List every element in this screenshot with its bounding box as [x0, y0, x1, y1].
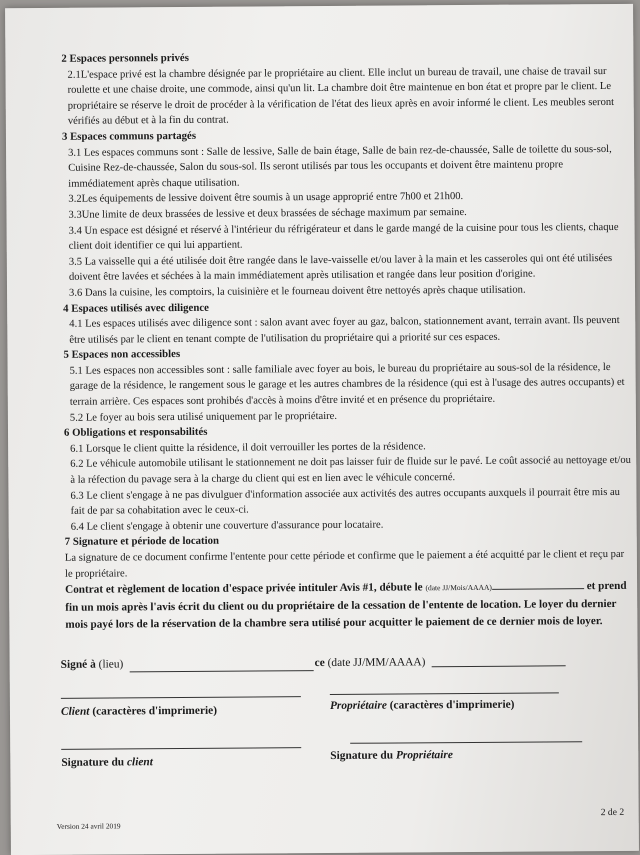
owner-signature-label — [330, 749, 453, 762]
owner-name-italic: Propriétaire — [329, 699, 387, 712]
owner-sig-prefix: Signature du — [330, 749, 394, 762]
paragraph-5-2: 5.2 Le foyer au bois sera utilisé uniquement par le propriétaire. — [69, 410, 338, 424]
page-number: 2 de 2 — [600, 806, 625, 819]
signed-at-label: Signé à — [60, 658, 96, 671]
client-signature-line[interactable] — [61, 747, 301, 750]
contract-part1: Contrat et règlement de location d'espace privée intituler Avis #1, débute le — [65, 581, 423, 596]
paragraph-3-2: 3.2Les équipements de lessive doivent être soumis à un usage approprié entre 7h00 et 21h00. — [68, 191, 464, 206]
section-heading-7: 7 Signature et période de location — [64, 535, 220, 549]
date-hint: (date JJ/MM/AAAA) — [327, 656, 426, 669]
owner-name-rest: (caractères d'imprimerie) — [389, 698, 515, 712]
place-blank[interactable] — [130, 670, 314, 672]
document-body — [61, 48, 633, 635]
contract-part2: et prend fin un mois après l'avis écrit du client ou du propriétaire de la cessation de l'entente de location. Le loyer du dernier mois payé lors de la réservation de la chambre sera utilisé pour acquitter le paiement de ce dernier mois de loyer. — [65, 580, 627, 631]
owner-sig-italic: Propriétaire — [395, 749, 453, 762]
client-name-italic: Client — [60, 705, 90, 718]
client-name-line[interactable] — [61, 696, 301, 699]
section-heading-4: 4 Espaces utilisés avec diligence — [63, 301, 209, 315]
client-name-rest: (caractères d'imprimerie) — [92, 704, 218, 718]
paragraph-3-5: 3.5 La vaisselle qui a été utilisée doit être rangée dans le lave-vaisselle et/ou laver à la main et les casseroles qui ont été utilisées doivent être lavées et séchées à la main immédiatement après utilisation et rangée dans leur position d'origine. — [68, 252, 613, 284]
section-heading-6: 6 Obligations et responsabilités — [63, 426, 208, 440]
contract-date-hint: (date JJ/Mois/AAAA) — [425, 583, 492, 593]
paragraph-3-1: 3.1 Les espaces communs sont : Salle de lessive, Salle de bain étage, Salle de bain rez-de-chaussée, Salle de toilette du sous-sol, Cuisine Rez-de-chaussée, Salon du sous-sol. Ils seront utilisés par tous les occupants et doivent être maintenu propre immédiatement après chaque utilisation. — [68, 143, 612, 190]
version-label: Version 24 avril 2019 — [56, 821, 121, 831]
start-date-blank[interactable] — [492, 588, 584, 590]
client-sig-italic: client — [126, 756, 153, 769]
section-heading-5: 5 Espaces non accessibles — [63, 348, 181, 362]
paragraph-3-4: 3.4 Un espace est désigné et réservé à l'intérieur du réfrigérateur et dans le garde mangé de la cuisine pour tous les clients, chaque client doit identifier ce qui lui appartient. — [68, 221, 619, 252]
client-sig-prefix: Signature du — [61, 756, 125, 769]
signed-at-hint: (lieu) — [98, 658, 124, 671]
date-label: ce — [314, 656, 325, 670]
section-heading-2: 2 Espaces personnels privés — [61, 51, 189, 65]
paragraph-6-2: 6.2 Le véhicule automobile utilisant le stationnement ne doit pas laisser fuir de fluide sur le pavé. Le coût associé au nettoyage et/ou à la réfection du pavage sera à la charge du client qui est en lien avec le véhicule concerné. — [70, 455, 631, 486]
date-row — [315, 656, 426, 669]
paragraph-2-1: 2.1L'espace privé est la chambre désignée par le propriétaire au client. Elle inclut un bureau de travail, une chaise de travail sur roulette et une chaise droite, une commode, ainsi qu'un lit. La chambre doit être maintenue en bon état et propre par le client. Le propriétaire se réserve le droit de procéder à la vérification de l'état des lieux après en avoir informé le client. Les meubles seront vérifiés au début et à la fin du contrat. — [67, 65, 615, 128]
date-blank[interactable] — [432, 665, 566, 667]
paragraph-3-3: 3.3Une limite de deux brassées de lessive et deux brassées de séchage maximum par semaine. — [68, 206, 467, 221]
client-name-label — [61, 705, 217, 718]
contract-clause — [65, 578, 633, 634]
owner-signature-line[interactable] — [350, 741, 582, 744]
owner-name-label — [330, 699, 515, 712]
paragraph-6-3: 6.3 Le client s'engage à ne pas divulguer d'information associée aux activités des autres occupants auxquels il pourrait être mis au fait de par sa cohabitation avec le ceux-ci. — [70, 486, 620, 517]
paragraph-6-4: 6.4 Le client s'engage à obtenir une couverture d'assurance pour locataire. — [70, 519, 384, 533]
paragraph-6-1: 6.1 Lorsque le client quitte la résidence, il doit verrouiller les portes de la résidence. — [70, 441, 426, 455]
signed-at-row — [61, 658, 124, 670]
document-page — [5, 4, 639, 855]
paragraph-3-6: 3.6 Dans la cuisine, les comptoirs, la cuisinière et le fourneau doivent être nettoyés après chaque utilisation. — [69, 284, 526, 299]
paragraph-4-1: 4.1 Les espaces utilisés avec diligence sont : salon avant avec foyer au gaz, balcon, stationnement avant, terrain avant. Ils peuvent être utilisés par le client en tenant compte de l'utilisation du propriétaire qui a priorité sur ces espaces. — [69, 315, 620, 346]
paragraph-7-1: La signature de ce document confirme l'entente pour cette période et confirme que le paiement a été acquitté par le client et reçu par le propriétaire. — [64, 548, 625, 580]
owner-name-line[interactable] — [330, 692, 559, 695]
paragraph-5-1: 5.1 Les espaces non accessibles sont : salle familiale avec foyer au bois, le bureau du propriétaire au sous-sol de la résidence, le garage de la résidence, le rangement sous le garage et les autres chambres de la résidence (qui est à l'usage des autres occupants) et terrain arrière. Ces espaces sont prohibés d'accès à moins d'être invité et en présence du propriétaire. — [69, 361, 625, 408]
section-heading-3: 3 Espaces communs partagés — [61, 129, 197, 143]
client-signature-label — [61, 756, 153, 769]
